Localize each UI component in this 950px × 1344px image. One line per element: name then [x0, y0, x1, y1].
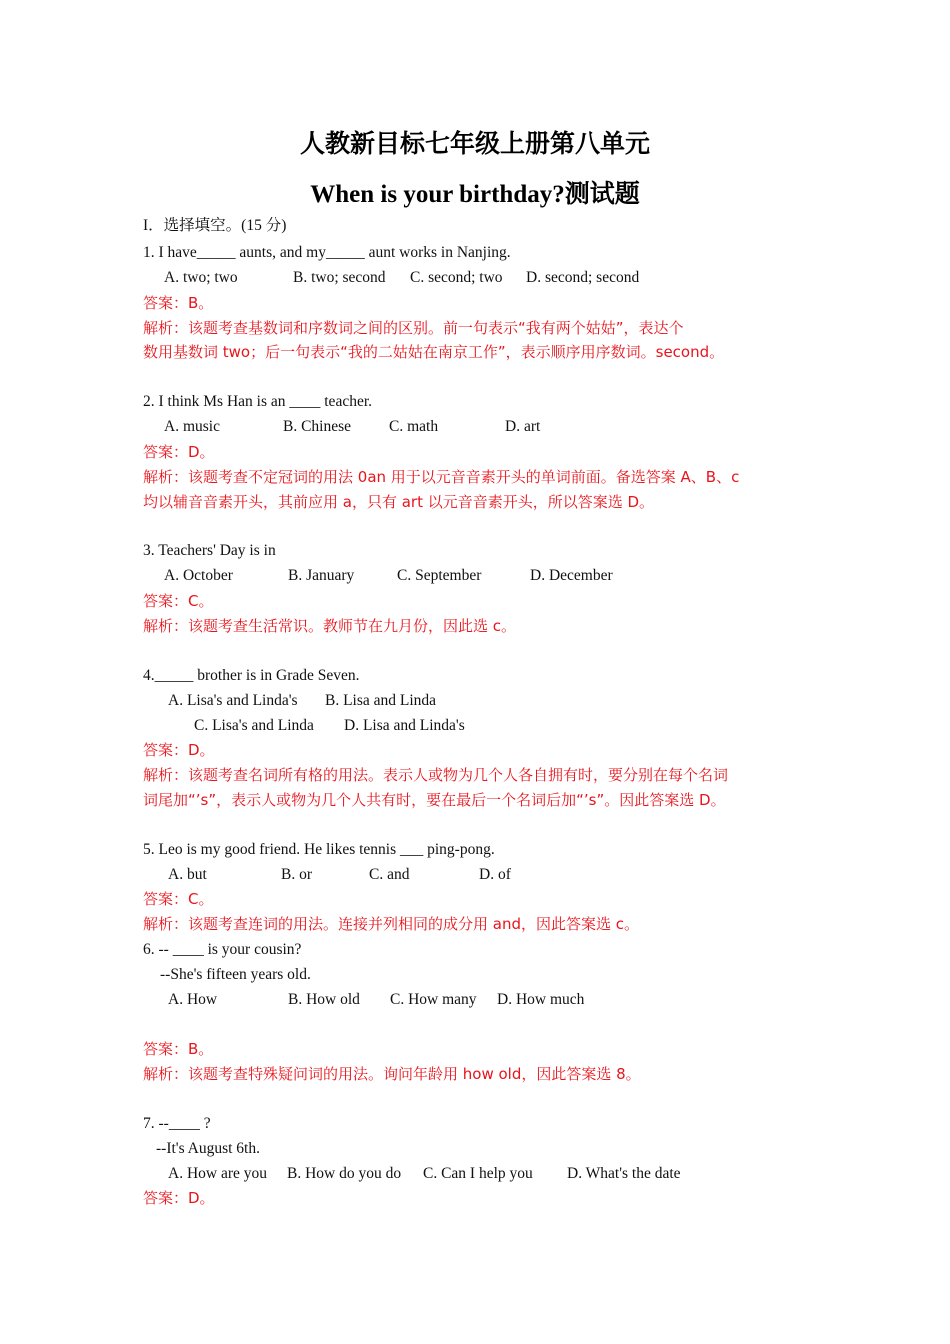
option-d: D. art: [505, 418, 541, 435]
option-d: D. How much: [497, 991, 585, 1008]
option-c: C. math: [389, 418, 439, 435]
option-a: A. but: [168, 866, 207, 883]
question-4-answer: 答案：D。: [143, 741, 215, 759]
option-a: A. How are you: [168, 1165, 268, 1182]
question-5-stem: 5. Leo is my good friend. He likes tennis ___ ping-pong.: [143, 841, 495, 858]
option-c: C. How many: [390, 991, 477, 1008]
question-6-reply: --She's fifteen years old.: [160, 966, 311, 983]
option-d: D. Lisa and Linda's: [344, 717, 465, 734]
question-3-analysis: 解析：该题考查生活常识。教师节在九月份，因此选 c。: [143, 617, 517, 635]
page-title: 人教新目标七年级上册第八单元: [299, 129, 650, 158]
question-2-answer: 答案：D。: [143, 443, 215, 461]
option-a: A. two; two: [164, 269, 238, 286]
option-a: A. music: [164, 418, 220, 435]
question-4-stem: 4._____ brother is in Grade Seven.: [143, 667, 360, 684]
option-b: B. January: [288, 567, 355, 584]
question-4-analysis: 解析：该题考查名词所有格的用法。表示人或物为几个人各自拥有时，要分别在每个名词: [143, 766, 729, 784]
option-a: A. Lisa's and Linda's: [168, 692, 298, 709]
option-b: B. Lisa and Linda: [325, 692, 437, 709]
option-b: B. Chinese: [283, 418, 352, 435]
question-3-answer: 答案：C。: [143, 592, 214, 610]
question-1-stem: 1. I have_____ aunts, and my_____ aunt works in Nanjing.: [143, 244, 511, 261]
option-b: B. How old: [288, 991, 360, 1008]
question-5-analysis: 解析：该题考查连词的用法。连接并列相同的成分用 and，因此答案选 c。: [143, 915, 640, 933]
question-1-answer: 答案：B。: [143, 294, 214, 312]
question-4-analysis-cont: 词尾加“’s”，表示人或物为几个人共有时，要在最后一个名词后加“’s”。因此答案选 D。: [143, 791, 726, 809]
option-d: D. of: [479, 866, 511, 883]
question-5-answer: 答案：C。: [143, 890, 214, 908]
option-c: C. and: [369, 866, 410, 883]
question-2-analysis: 解析：该题考查不定冠词的用法 0an 用于以元音音素开头的单词前面。备选答案 A、B、c: [143, 468, 740, 486]
option-c: C. Can I help you: [423, 1165, 533, 1182]
question-6-stem: 6. -- ____ is your cousin?: [143, 941, 302, 958]
option-a: A. October: [164, 567, 233, 584]
question-2-analysis-cont: 均以辅音音素开头，其前应用 a，只有 art 以元音音素开头，所以答案选 D。: [143, 493, 655, 511]
option-d: D. second; second: [526, 269, 640, 286]
question-6-answer: 答案：B。: [143, 1040, 214, 1058]
option-d: D. What's the date: [567, 1165, 681, 1182]
question-7-reply: --It's August 6th.: [156, 1140, 260, 1157]
option-c: C. September: [397, 567, 482, 584]
option-a: A. How: [168, 991, 218, 1008]
option-c: C. Lisa's and Linda: [194, 717, 314, 734]
page-subtitle: When is your birthday?测试题: [310, 181, 640, 208]
question-1-analysis-cont: 数用基数词 two；后一句表示“我的二姑姑在南京工作”，表示顺序用序数词。second。: [143, 343, 725, 361]
option-b: B. How do you do: [287, 1165, 402, 1182]
question-6-analysis: 解析：该题考查特殊疑问词的用法。询问年龄用 how old，因此答案选 8。: [143, 1065, 641, 1083]
option-d: D. December: [530, 567, 613, 584]
question-7-stem: 7. --____ ?: [143, 1115, 211, 1132]
question-3-stem: 3. Teachers' Day is in: [143, 542, 276, 559]
question-2-stem: 2. I think Ms Han is an ____ teacher.: [143, 393, 373, 410]
question-1-analysis: 解析：该题考查基数词和序数词之间的区别。前一句表示“我有两个姑姑”，表达个: [143, 319, 684, 337]
section-heading: I．选择填空。(15 分): [143, 217, 287, 234]
option-b: B. two; second: [293, 269, 386, 286]
option-b: B. or: [281, 866, 312, 883]
question-7-answer: 答案：D。: [143, 1189, 215, 1207]
option-c: C. second; two: [410, 269, 503, 286]
